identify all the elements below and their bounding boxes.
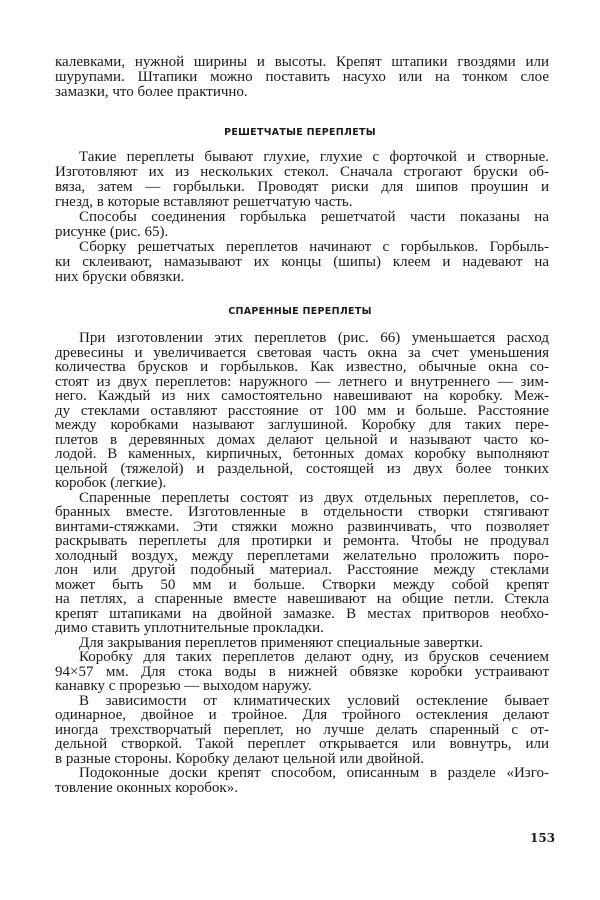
top-paragraph [55,55,549,100]
text-line: бранных вместе. Изготовленные в отдельности створки стягивают [55,504,549,520]
text-line: При изготовлении этих переплетов (рис. 66) уменьшается расход [79,330,549,346]
text-line: них бруски обвязки. [55,269,185,285]
text-line: между коробками называют заглушиной. Коробку для таких пере- [55,417,549,433]
text-line: иногда трехстворчатый переплет, но лучше делать спаренный с от- [55,721,549,738]
text-line: в разные стороны. Коробку делают цельной или двойной. [55,750,425,767]
text-line: димо ставить уплотнительные прокладки. [55,620,324,636]
text-line: может быть 50 мм и больше. Створки между собой крепят [55,576,549,593]
text-line: вяза, затем — горбыльки. Проводят риски для шипов проушин и [55,179,549,195]
text-line: гнезд, в которые вставляют решетчатую часть. [55,194,353,210]
text-line: холодный воздух, между переплетами желательно проложить поро- [55,547,549,564]
section-lattice-sashes-body [55,150,549,285]
text-line: Подоконные доски крепят способом, описанным в разделе «Изго- [79,765,549,781]
text-line: коробок (легкие). [55,475,167,491]
text-line: Сборку решетчатых переплетов начинают с горбыльков. Горбыль- [79,239,549,255]
text-line: калевками, нужной ширины и высоты. Крепят штапики гвоздями или [55,54,549,70]
section-heading-lattice-sashes: РЕШЕТЧАТЫЕ ПЕРЕПЛЕТЫ [224,127,376,138]
text-line: шурупами. Штапики можно поставить насухо или на тонком слое [55,69,549,85]
section-paired-sashes-body [55,331,549,795]
page-number: 153 [530,831,556,845]
text-line: дельной створкой. Такой переплет открывается или вовнутрь, или [55,736,549,752]
text-line: одинарное, двойное и тройное. Для тройного остекления делают [55,707,549,723]
text-line: лодой. В каменных, кирпичных, бетонных домах коробку выполняют [55,446,549,462]
text-line: замазки, что более практично. [55,84,248,100]
text-line: лон или другой подобный материал. Расстояние между стеклами [55,562,549,578]
text-line: В зависимости от климатических условий остекление бывает [79,692,549,709]
text-line: Коробку для таких переплетов делают одну, из брусков сечением [79,649,549,665]
text-line: Спаренные переплеты состоят из двух отдельных переплетов, со- [79,489,549,506]
text-line: Способы соединения горбылька решетчатой части показаны на [79,209,549,225]
text-line: ки склеивают, намазывают их концы (шипы) клеем и надевают на [55,254,549,270]
text-line: крепят штапиками на двойной замазке. В местах притворов необхо- [55,605,549,622]
text-line: Изготовляют их из нескольких стекол. Сначала строгают бруски об- [55,164,549,180]
text-line: стоят из двух переплетов: наружного — летнего и внутреннего — зим- [55,373,549,390]
text-line: винтами-стяжками. Эти стяжки можно развинчивать, что позволяет [55,518,549,535]
text-line: Такие переплеты бывают глухие, глухие с форточкой и створные. [79,149,549,165]
text-line: 94×57 мм. Для стока воды в нижней обвязке коробки устраивают [55,663,549,680]
text-line: Для закрывания переплетов применяют специальные завертки. [79,634,483,651]
text-line: количества брусков и горбыльков. Как известно, обычные окна со- [55,359,549,375]
text-line: древесины и увеличивается световая часть окна за счет уменьшения [55,344,549,361]
text-line: рисунке (рис. 65). [55,224,169,240]
text-line: канавку с прорезью — выходом наружу. [55,678,312,694]
text-line: на петлях, а спаренные вместе навешивают на общие петли. Стекла [55,591,549,607]
text-line: товление оконных коробок». [55,779,238,796]
text-line: ду стеклами оставляют расстояние от 100 мм и больше. Расстояние [55,402,549,419]
text-line: него. Каждый из них самостоятельно навешивают на коробку. Меж- [55,388,549,404]
text-line: плетов в деревянных домах делают цельной и называют часто ко- [55,431,549,448]
section-heading-paired-sashes: СПАРЕННЫЕ ПЕРЕПЛЕТЫ [228,306,372,317]
text-line: цельной (тяжелой) и раздельной, состоящей из двух более тонких [55,460,549,477]
text-line: раскрывать переплеты для протирки и ремонта. Чтобы не продувал [55,533,549,549]
